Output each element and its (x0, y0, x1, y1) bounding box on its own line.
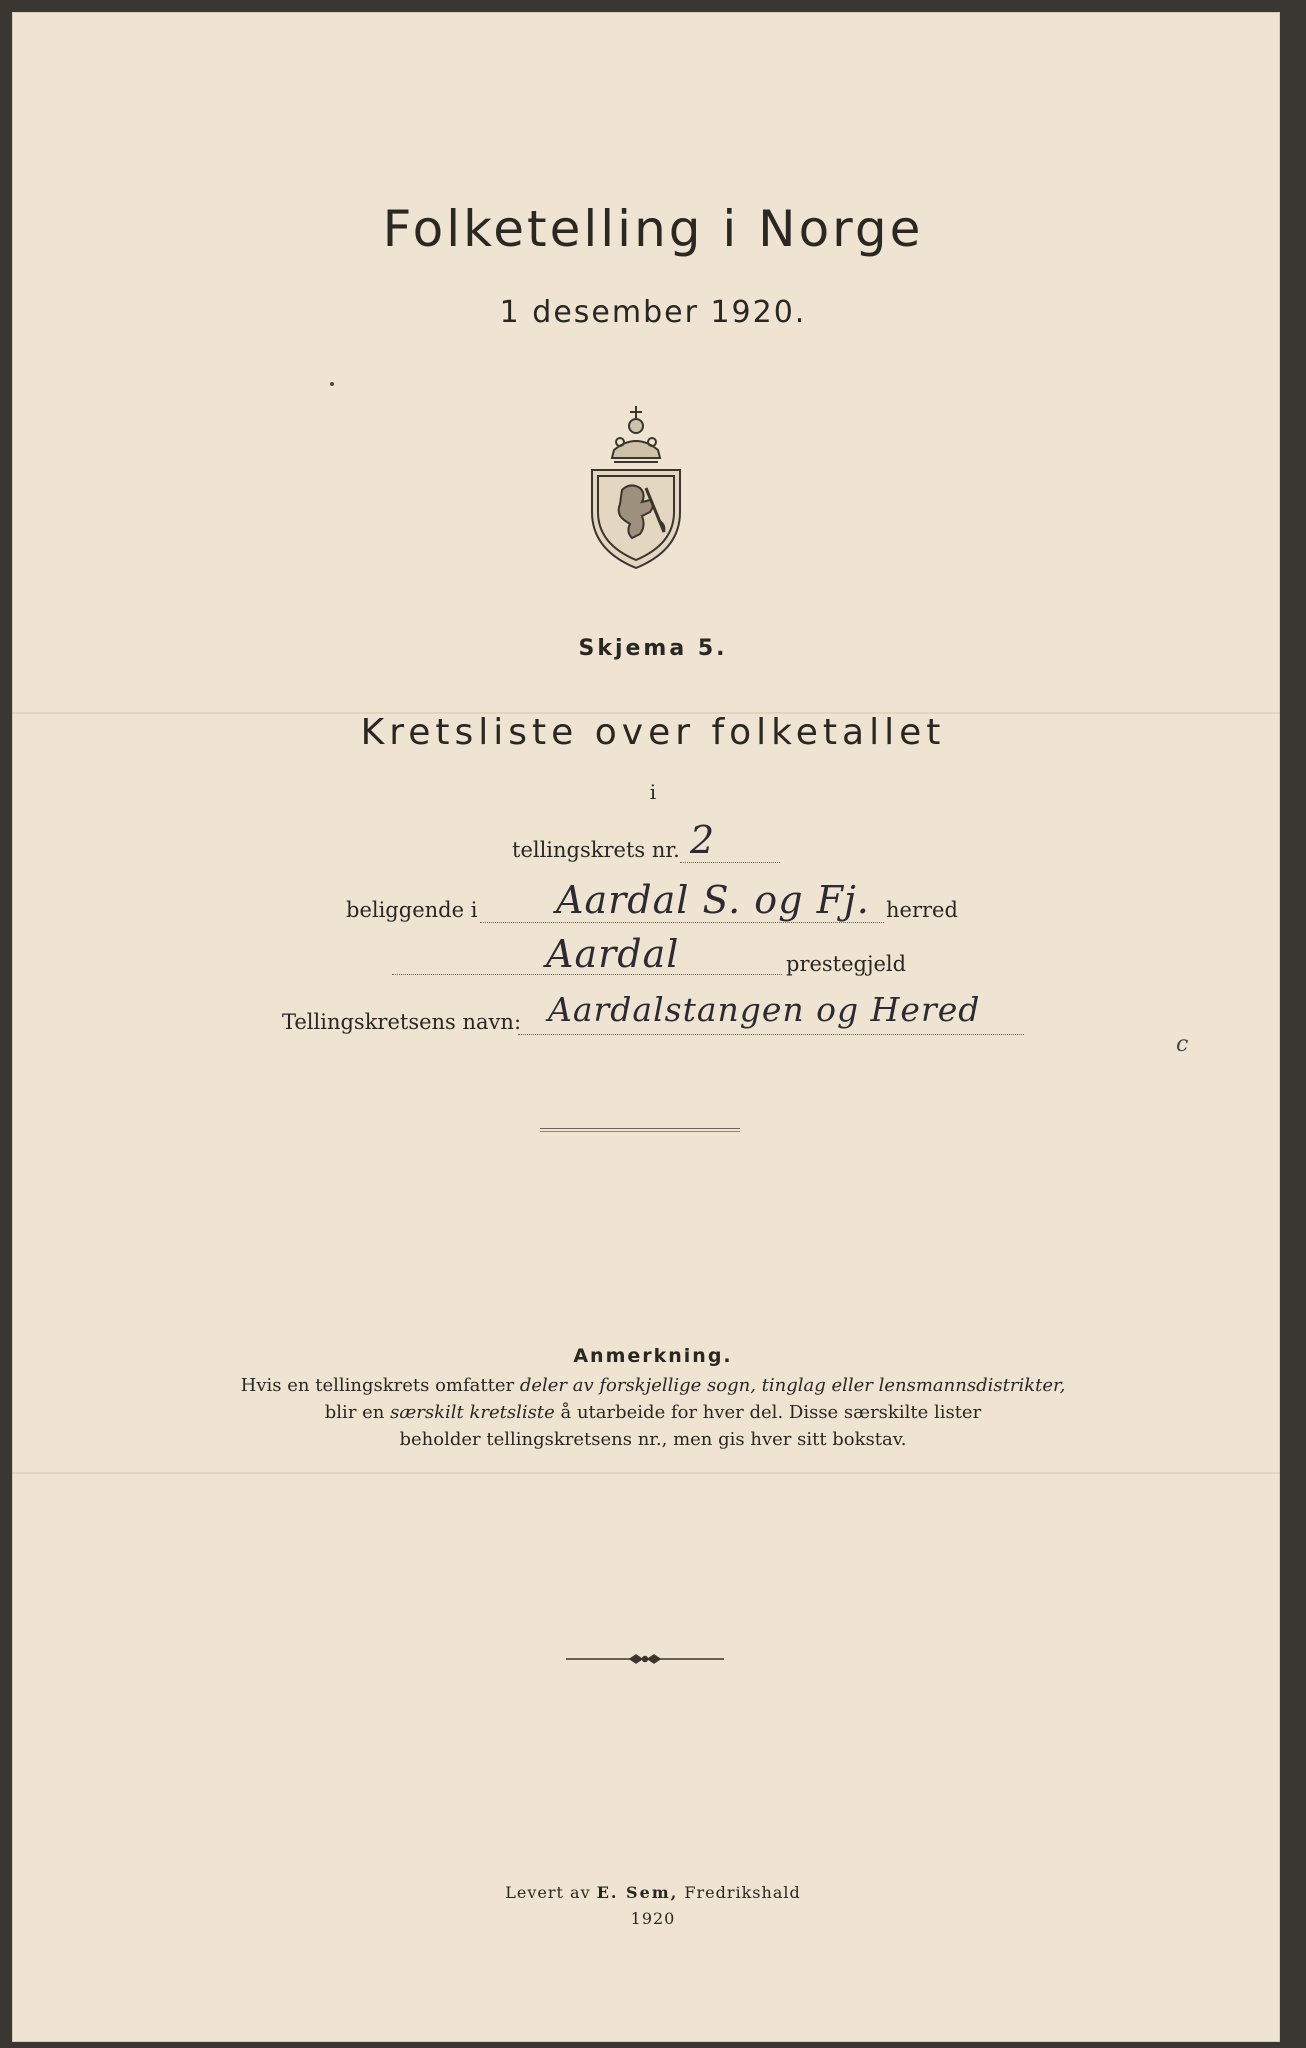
note-line-1b: deler av forskjellige sogn, tinglag eller lensmannsdistrikter, (519, 1375, 1066, 1396)
note-heading: Anmerkning. (573, 1345, 733, 1367)
note-line-3: beholder tellingskretsens nr., men gis hver sitt bokstav. (399, 1429, 907, 1450)
note-line-2 (0, 1399, 1306, 1426)
location-dotline (480, 922, 884, 923)
preposition-text: i (649, 780, 657, 804)
form-heading: Kretsliste over folketallet (360, 712, 946, 753)
form-title: Folketelling i Norge (382, 200, 924, 258)
ornament-divider-icon (560, 1648, 730, 1670)
note-line-2c: å utarbeide for hver del. Disse særskilte lister (554, 1402, 982, 1423)
printer-year: 1920 (630, 1909, 676, 1928)
census-date: 1 desember 1920. (499, 295, 807, 330)
note-line-1 (0, 1372, 1306, 1399)
note-line-2b: særskilt kretsliste (390, 1402, 555, 1423)
schema-number: Skjema 5. (578, 636, 728, 661)
printer-prefix: Levert av (505, 1883, 597, 1902)
district-name-value[interactable]: Aardalstangen og Hered (548, 990, 981, 1029)
note-text (0, 1372, 1306, 1453)
printer-line (0, 1880, 1306, 1906)
district-name-label: Tellingskretsens navn: (282, 1010, 522, 1034)
location-label: beliggende i (346, 898, 478, 922)
municipality-value[interactable]: Aardal S. og Fj. (556, 878, 870, 922)
ink-speck (330, 382, 334, 386)
prestegjeld-label: prestegjeld (786, 952, 907, 976)
krets-number-label: tellingskrets nr. (512, 838, 680, 862)
note-line-1a: Hvis en tellingskrets omfatter (240, 1375, 520, 1396)
paper-fold (12, 1472, 1280, 1474)
parish-value[interactable]: Aardal (546, 932, 680, 976)
herred-label: herred (886, 898, 958, 922)
printer-place: Fredrikshald (678, 1883, 801, 1902)
district-name-dotline (518, 1034, 1024, 1035)
krets-number-dotline (680, 862, 780, 863)
krets-number-value[interactable]: 2 (690, 818, 716, 862)
printer-name: E. Sem, (596, 1883, 679, 1902)
note-line-2a: blir en (324, 1402, 391, 1423)
norwegian-coat-of-arms-icon (584, 392, 688, 570)
divider-rule (540, 1128, 740, 1132)
margin-mark: c (1176, 1032, 1189, 1057)
printer-footer (0, 1880, 1306, 1932)
